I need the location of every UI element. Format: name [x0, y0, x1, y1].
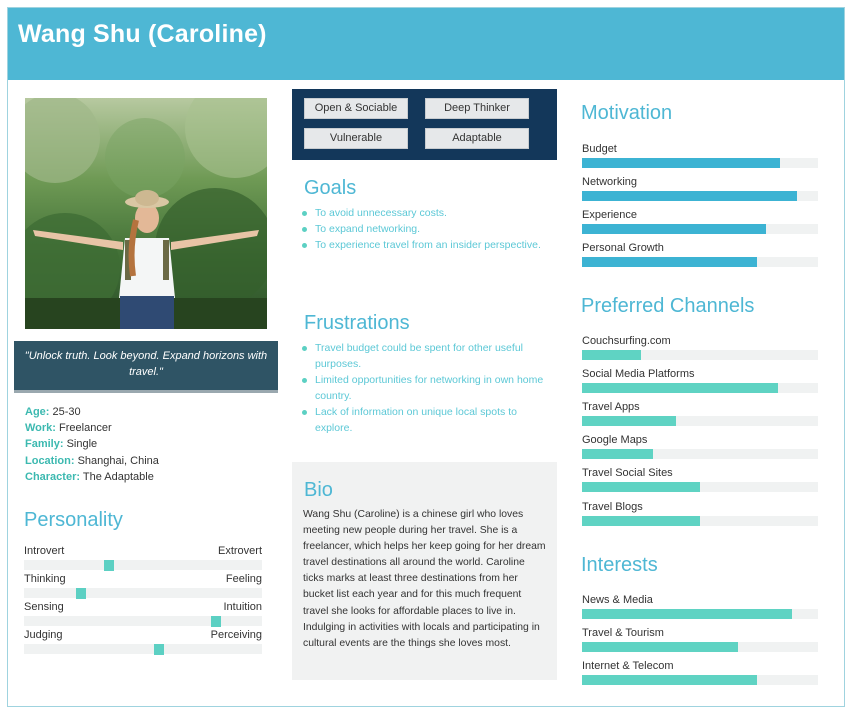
bar-label: Personal Growth [582, 242, 664, 254]
scale-track [24, 644, 262, 654]
channel-bar [582, 501, 818, 531]
list-item: Travel budget could be spent for other useful purposes. [302, 340, 547, 372]
channel-bar [582, 335, 818, 365]
scale-left-label: Sensing [24, 601, 64, 613]
bar-label: Google Maps [582, 434, 648, 446]
bio-text: Wang Shu (Caroline) is a chinese girl who loves meeting new people during her travel. She is a freelancer, which helps her keep going for her dream travel destinations all around the world. Caroline ticks marks at least three destinations from her bucket list each year and for this much frequent travel she looks for affordable places to live in. Indulging in activities with locals and participating in cultural events are the things she loves most. [303, 509, 546, 649]
bar-label: News & Media [582, 594, 653, 606]
scale-track [24, 616, 262, 626]
bar-fill [582, 224, 766, 234]
channel-bar [582, 467, 818, 497]
bar-fill [582, 416, 676, 426]
trait-tag: Open & Sociable [304, 98, 408, 119]
bar-label: Travel Social Sites [582, 467, 673, 479]
personality-scale [24, 545, 262, 573]
scale-right-label: Perceiving [210, 629, 262, 641]
persona-photo [25, 98, 267, 329]
interests-title: Interests [581, 554, 658, 576]
bar-fill [582, 642, 738, 652]
channel-bar [582, 434, 818, 464]
bar-track [582, 191, 818, 201]
bar-fill [582, 449, 653, 459]
frustrations-list [302, 340, 547, 436]
bullet-icon [302, 243, 307, 248]
bar-label: Couchsurfing.com [582, 335, 671, 347]
bar-track [582, 224, 818, 234]
bar-label: Internet & Telecom [582, 660, 674, 672]
bar-fill [582, 350, 641, 360]
bar-label: Budget [582, 143, 617, 155]
scale-left-label: Judging [24, 629, 63, 641]
bar-fill [582, 516, 700, 526]
motivation-bar [582, 209, 818, 239]
list-item: To avoid unnecessary costs. [302, 205, 547, 221]
trait-tag: Deep Thinker [425, 98, 529, 119]
interest-bar [582, 594, 818, 624]
scale-right-label: Extrovert [217, 545, 262, 557]
bar-label: Networking [582, 176, 638, 188]
bar-label: Travel & Tourism [582, 627, 664, 639]
personality-scale [24, 601, 262, 629]
list-item: Lack of information on unique local spots to explore. [302, 404, 547, 436]
motivation-bar [582, 176, 818, 206]
persona-quote: "Unlock truth. Look beyond. Expand horizons with travel." [14, 341, 278, 393]
list-item: To expand networking. [302, 221, 547, 237]
channel-bar [582, 401, 818, 431]
bar-track [582, 675, 818, 685]
frustrations-title: Frustrations [304, 312, 410, 334]
bar-track [582, 482, 818, 492]
interest-bar [582, 627, 818, 657]
bar-track [582, 158, 818, 168]
scale-track [24, 560, 262, 570]
persona-name: Wang Shu (Caroline) [18, 20, 267, 48]
channel-bar [582, 368, 818, 398]
scale-right-label: Feeling [225, 573, 262, 585]
bar-label: Travel Blogs [582, 501, 643, 513]
personality-title: Personality [24, 509, 123, 531]
list-item: To experience travel from an insider perspective. [302, 237, 547, 253]
bar-fill [582, 257, 757, 267]
interest-bar [582, 660, 818, 690]
scale-marker [76, 588, 86, 599]
bar-fill [582, 158, 780, 168]
fact-work: Work: Freelancer [25, 422, 112, 435]
bio-title: Bio [304, 479, 333, 501]
bar-track [582, 516, 818, 526]
trait-tag: Vulnerable [304, 128, 408, 149]
bar-track [582, 449, 818, 459]
fact-location: Location: Shanghai, China [25, 454, 159, 467]
bar-fill [582, 482, 700, 492]
bar-fill [582, 675, 757, 685]
fact-family: Family: Single [25, 438, 98, 451]
goals-list [302, 205, 547, 253]
motivation-bar [582, 242, 818, 272]
bar-label: Social Media Platforms [582, 368, 695, 380]
personality-scale [24, 573, 262, 601]
persona-facts [25, 404, 275, 485]
bar-track [582, 609, 818, 619]
bar-label: Experience [582, 209, 638, 221]
motivation-title: Motivation [581, 102, 673, 124]
bar-label: Travel Apps [582, 401, 640, 413]
scale-marker [154, 644, 164, 655]
scale-track [24, 588, 262, 598]
bar-track [582, 350, 818, 360]
bar-track [582, 642, 818, 652]
bar-track [582, 383, 818, 393]
header-bar [8, 8, 844, 80]
fact-age: Age: 25-30 [25, 406, 81, 418]
trait-tag: Adaptable [425, 128, 529, 149]
scale-marker [211, 616, 221, 627]
bullet-icon [302, 211, 307, 216]
scale-marker [104, 560, 114, 571]
traits-panel [292, 89, 557, 160]
channels-title: Preferred Channels [581, 295, 755, 317]
bullet-icon [302, 378, 307, 383]
list-item: Limited opportunities for networking in own home country. [302, 372, 547, 404]
bullet-icon [302, 346, 307, 351]
scale-left-label: Thinking [24, 573, 66, 585]
fact-character: Character: The Adaptable [25, 470, 154, 483]
bar-fill [582, 191, 797, 201]
bullet-icon [302, 410, 307, 415]
bar-track [582, 416, 818, 426]
bullet-icon [302, 227, 307, 232]
motivation-bar [582, 143, 818, 173]
bar-fill [582, 609, 792, 619]
personality-scale [24, 629, 262, 657]
bar-track [582, 257, 818, 267]
scale-right-label: Intuition [223, 601, 262, 613]
scale-left-label: Introvert [24, 545, 65, 557]
bar-fill [582, 383, 778, 393]
goals-title: Goals [304, 177, 357, 199]
